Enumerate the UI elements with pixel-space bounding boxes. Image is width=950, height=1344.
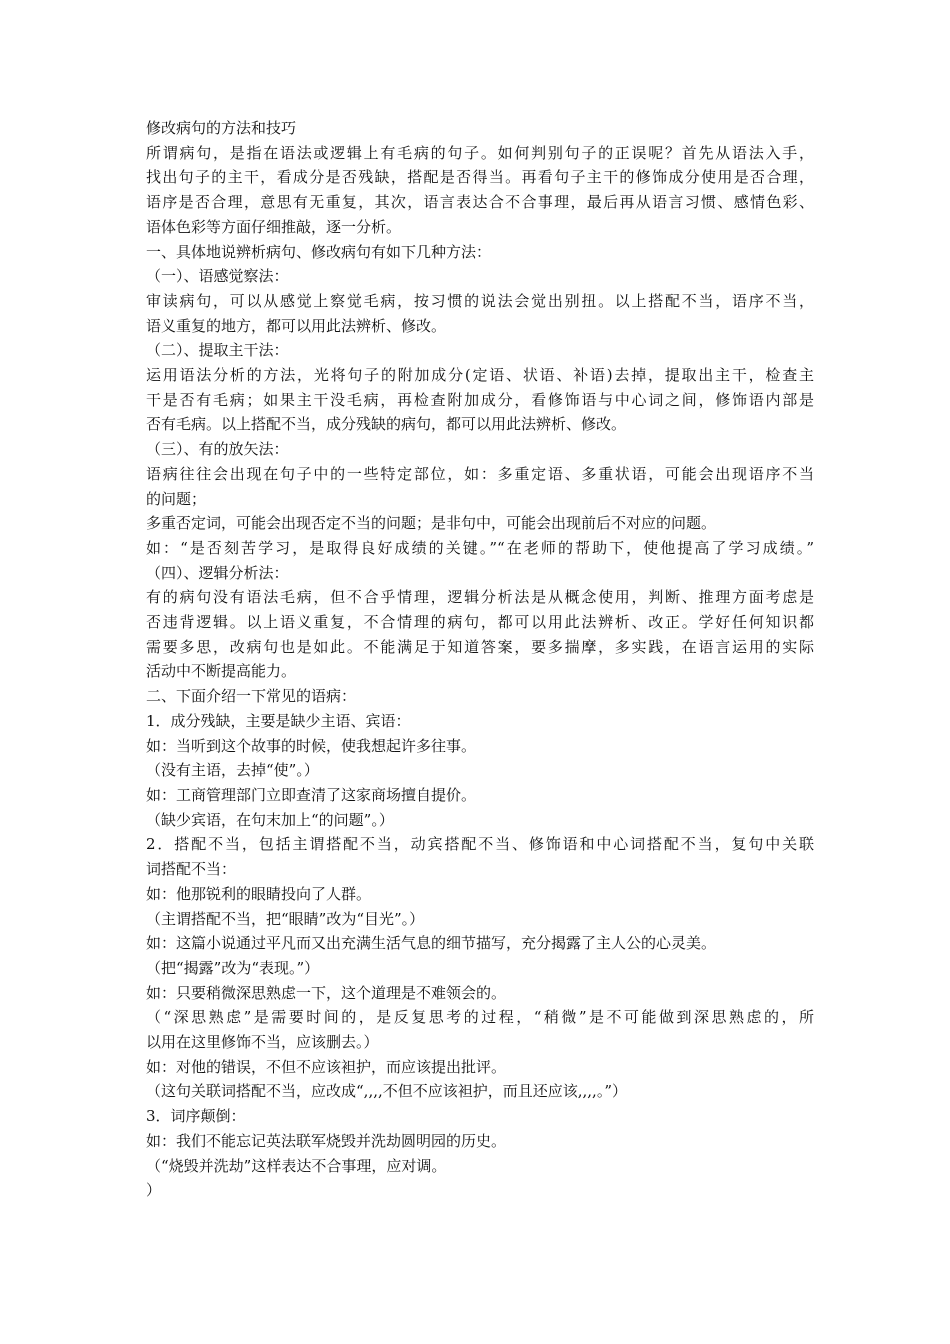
text-line: 二、下面介绍一下常见的语病： — [146, 687, 357, 706]
document-page — [146, 116, 814, 1203]
text-line: 如：只要稍微深思熟虑一下，这个道理是不难领会的。 — [146, 983, 507, 1002]
text-line: 如：“是否刻苦学习，是取得良好成绩的关键。”“在老师的帮助下，使他提高了学习成绩。” — [146, 538, 814, 557]
text-line: 干是否有毛病；如果主干没毛病，再检查附加成分，看修饰语与中心词之间，修饰语内部是 — [146, 390, 814, 409]
text-line: 如：当听到这个故事的时候，使我想起许多往事。 — [146, 736, 477, 755]
text-line: 语体色彩等方面仔细推敲，逐一分析。 — [146, 217, 402, 236]
text-line: ） — [146, 1181, 162, 1200]
text-line: 语义重复的地方，都可以用此法辨析、修改。 — [146, 316, 447, 335]
text-line: 一、具体地说辨析病句、修改病句有如下几种方法： — [146, 242, 492, 261]
text-line: 语病往往会出现在句子中的一些特定部位，如：多重定语、多重状语，可能会出现语序不当 — [146, 464, 814, 483]
text-line: 语序是否合理，意思有无重复，其次，语言表达合不合事理，最后再从语言习惯、感情色彩、 — [146, 193, 814, 212]
text-line: 运用语法分析的方法，光将句子的附加成分(定语、状语、补语)去掉，提取出主干，检查主 — [146, 366, 814, 385]
text-line: （“深思熟虑”是需要时间的，是反复思考的过程，“稍微”是不可能做到深思熟虑的，所 — [146, 1008, 814, 1027]
text-line: 所谓病句，是指在语法或逻辑上有毛病的句子。如何判别句子的正误呢？首先从语法入手， — [146, 143, 814, 162]
text-line: 审读病句，可以从感觉上察觉毛病，按习惯的说法会觉出别扭。以上搭配不当，语序不当， — [146, 291, 814, 310]
text-line: （“烧毁并洗劫”这样表达不合事理，应对调。 — [146, 1156, 447, 1175]
text-line: 找出句子的主干，看成分是否残缺，搭配是否得当。再看句子主干的修饰成分使用是否合理， — [146, 168, 814, 187]
text-line: 如：我们不能忘记英法联军烧毁并洗劫圆明园的历史。 — [146, 1131, 507, 1150]
text-line: 否违背逻辑。以上语义重复，不合情理的病句，都可以用此法辨析、改正。学好任何知识都 — [146, 613, 814, 632]
text-line: 否有毛病。以上搭配不当，成分残缺的病句，都可以用此法辨析、修改。 — [146, 415, 627, 434]
text-line: 1．成分残缺，主要是缺少主语、宾语： — [146, 711, 411, 730]
text-line: （四）、逻辑分析法： — [146, 563, 289, 582]
text-line: 有的病句没有语法毛病，但不合乎情理，逻辑分析法是从概念使用，判断、推理方面考虑是 — [146, 588, 814, 607]
document-title: 修改病句的方法和技巧 — [146, 119, 297, 137]
text-line: 如：对他的错误，不但不应该袒护，而应该提出批评。 — [146, 1057, 507, 1076]
text-line: （三）、有的放矢法： — [146, 440, 289, 459]
text-line: 如：这篇小说通过平凡而又出充满生活气息的细节描写，充分揭露了主人公的心灵美。 — [146, 934, 717, 953]
text-line: 3．词序颠倒： — [146, 1107, 246, 1126]
text-line: 的问题； — [146, 489, 207, 508]
text-line: （二）、提取主干法： — [146, 341, 289, 360]
text-line: 以用在这里修饰不当，应该删去。） — [146, 1033, 379, 1052]
text-line: （这句关联词搭配不当，应改成“,,,,不但不应该袒护，而且还应该,,,,。”） — [146, 1082, 627, 1101]
text-line: 需要多思，改病句也是如此。不能满足于知道答案，要多揣摩，多实践，在语言运用的实际 — [146, 637, 814, 656]
text-line: （一）、语感觉察法： — [146, 267, 289, 286]
text-line: （没有主语，去掉“使”。） — [146, 761, 319, 780]
text-line: （主谓搭配不当，把“眼睛”改为“目光”。） — [146, 909, 425, 928]
text-line: 词搭配不当： — [146, 860, 237, 879]
text-line: （缺少宾语，在句末加上“的问题”。） — [146, 810, 394, 829]
text-line: 如：工商管理部门立即查清了这家商场擅自提价。 — [146, 785, 477, 804]
text-line: 多重否定词，可能会出现否定不当的问题；是非句中，可能会出现前后不对应的问题。 — [146, 514, 717, 533]
text-line: 2．搭配不当，包括主谓搭配不当，动宾搭配不当、修饰语和中心词搭配不当，复句中关联 — [146, 835, 814, 854]
text-line: （把“揭露”改为“表现。”） — [146, 958, 320, 977]
text-line: 活动中不断提高能力。 — [146, 662, 297, 681]
document-body — [146, 141, 814, 1203]
text-line: 如：他那锐利的眼睛投向了人群。 — [146, 884, 372, 903]
